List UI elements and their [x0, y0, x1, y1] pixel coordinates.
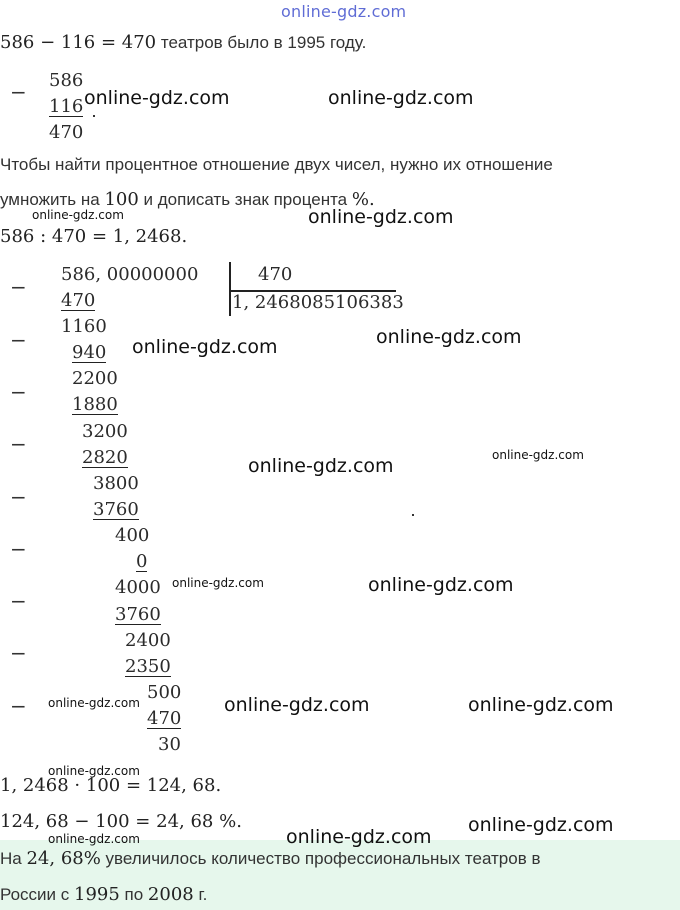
text-percent-rule-1: Чтобы найти процентное отношение двух чисел, нужно их отношение: [0, 155, 553, 174]
ld-step: 940: [72, 342, 107, 363]
ld-step: 470: [61, 290, 96, 311]
ld-dividend: 586, 00000000: [61, 264, 199, 285]
ld-step: 0: [136, 551, 148, 572]
stray-dot: [412, 514, 414, 516]
text-theatres-1995: театров было в 1995 году.: [156, 33, 367, 52]
watermark: online-gdz.com: [286, 826, 432, 848]
ld-step: 2820: [82, 447, 128, 468]
watermark: online-gdz.com: [492, 448, 584, 462]
minus-sign: −: [10, 380, 27, 404]
ld-step: 1160: [61, 316, 107, 337]
minus-sign: −: [10, 328, 27, 352]
ld-step: 2350: [125, 656, 171, 677]
sub-subtrahend: 116: [49, 96, 84, 117]
minus-sign: −: [10, 694, 27, 718]
minus-sign: −: [10, 80, 27, 104]
watermark: online-gdz.com: [48, 832, 140, 846]
watermark: online-gdz.com: [172, 576, 264, 590]
watermark: online-gdz.com: [48, 764, 140, 778]
minus-sign: −: [10, 641, 27, 665]
ld-step: 2400: [125, 630, 171, 651]
watermark: online-gdz.com: [468, 694, 614, 716]
watermark-top: online-gdz.com: [281, 2, 407, 21]
watermark: online-gdz.com: [132, 336, 278, 358]
watermark: online-gdz.com: [376, 326, 522, 348]
ld-step: 2200: [72, 368, 118, 389]
division-expression: 586 : 470 = 1, 2468.: [0, 226, 188, 247]
watermark: online-gdz.com: [224, 694, 370, 716]
ld-step: 3760: [115, 604, 161, 625]
ld-step: 3200: [82, 421, 128, 442]
answer-box: [0, 840, 680, 910]
sub-result: 470: [49, 122, 84, 143]
watermark: online-gdz.com: [308, 206, 454, 228]
minus-sign: −: [10, 275, 27, 299]
ld-step: 3760: [93, 499, 139, 520]
ld-step: 400: [115, 525, 150, 546]
sub-minuend: 586: [49, 70, 84, 91]
watermark: online-gdz.com: [468, 814, 614, 836]
ld-vertical-bar: [229, 262, 231, 316]
stray-dot: [93, 115, 95, 117]
minus-sign: −: [10, 589, 27, 613]
expr-586-minus-116: 586 − 116 = 470: [0, 32, 157, 53]
ld-divisor: 470: [258, 264, 293, 285]
minus-sign: −: [10, 432, 27, 456]
minus-sign: −: [10, 537, 27, 561]
watermark: online-gdz.com: [84, 87, 230, 109]
answer-line-2: России с 1995 по 2008 г.: [0, 884, 208, 905]
ld-step: 470: [147, 708, 182, 729]
watermark: online-gdz.com: [48, 696, 140, 710]
ld-step: 30: [158, 734, 181, 755]
watermark: online-gdz.com: [248, 455, 394, 477]
watermark: online-gdz.com: [328, 87, 474, 109]
answer-line-1: На 24, 68% увеличилось количество профессиональных театров в: [0, 848, 541, 869]
text-percent-rule-2: умножить на 100 и дописать знак процента %.: [0, 189, 375, 210]
line-theatres-1995: [0, 32, 366, 53]
minus-sign: −: [10, 485, 27, 509]
ld-step: 4000: [115, 577, 161, 598]
watermark: online-gdz.com: [32, 208, 124, 222]
ld-step: 3800: [93, 473, 139, 494]
difference-expression: 124, 68 − 100 = 24, 68 %.: [0, 811, 242, 832]
ld-step: 1880: [72, 394, 118, 415]
watermark: online-gdz.com: [368, 574, 514, 596]
ld-step: 500: [147, 682, 182, 703]
multiplication-expression: 1, 2468 · 100 = 124, 68.: [0, 775, 222, 796]
ld-quotient: 1, 2468085106383: [232, 292, 404, 313]
